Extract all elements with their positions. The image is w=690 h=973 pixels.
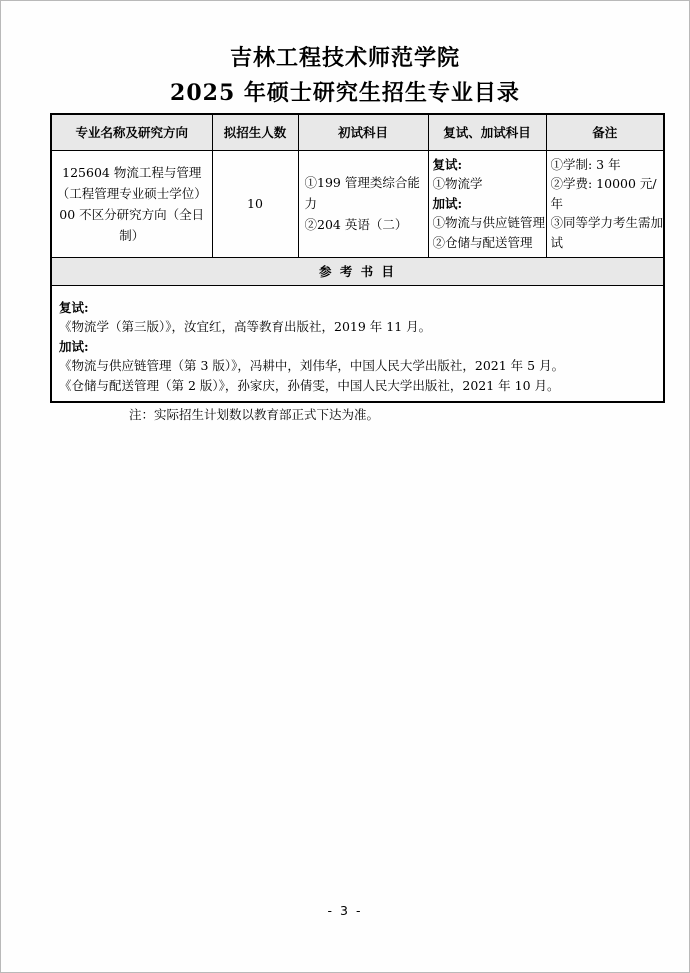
- additional-test-item: ①物流与供应链管理: [432, 215, 546, 231]
- remark-item: ①学制: 3 年: [550, 156, 621, 172]
- major-degree-type: （工程管理专业硕士学位）: [56, 185, 207, 201]
- reference-books-row: [51, 285, 664, 402]
- major-code-name: 125604 物流工程与管理: [62, 164, 202, 180]
- retest-label: 复试:: [432, 156, 463, 172]
- reference-header-cell: 参 考 书 目: [51, 257, 664, 285]
- initial-exam-item: ②204 英语（二）: [304, 217, 408, 232]
- initial-exam-item: ①199 管理类综合能力: [304, 175, 420, 211]
- column-header-remarks: 备注: [546, 114, 664, 150]
- remark-item: ②学费: 10000 元/年: [550, 176, 657, 211]
- reference-additional-label: 加试:: [59, 338, 89, 354]
- page-number: - 3 -: [327, 903, 363, 918]
- column-header-enrollment: 拟招生人数: [212, 114, 298, 150]
- admissions-table: [50, 113, 665, 403]
- page-subtitle: 2025 年硕士研究生招生专业目录: [170, 80, 520, 106]
- column-header-retest: 复试、加试科目: [428, 114, 546, 150]
- document-header: [1, 1, 689, 106]
- additional-test-label: 加试:: [432, 195, 463, 211]
- major-direction: 00 不区分研究方向（全日制）: [59, 206, 205, 243]
- retest-item: ①物流学: [432, 176, 483, 192]
- reference-book: 《物流与供应链管理（第 3 版）》，冯耕中，刘伟华，中国人民大学出版社，2021 年 5 月。: [59, 358, 565, 373]
- column-header-major: 专业名称及研究方向: [51, 114, 212, 150]
- reference-book: 《仓储与配送管理（第 2 版）》，孙家庆，孙倩雯，中国人民大学出版社，2021 年 10 月。: [59, 377, 560, 393]
- additional-test-item: ②仓储与配送管理: [432, 234, 533, 250]
- enrollment-cell: 10: [212, 150, 298, 257]
- major-name-cell: [51, 150, 212, 257]
- reference-header-row: [51, 257, 664, 285]
- remark-item: ③同等学力考生需加试: [550, 215, 664, 250]
- column-header-initial-exams: 初试科目: [298, 114, 428, 150]
- reference-book: 《物流学（第三版）》，汝宜红，高等教育出版社，2019 年 11 月。: [59, 319, 432, 334]
- remarks-cell: [546, 150, 664, 257]
- page-title: 吉林工程技术师范学院: [229, 45, 460, 71]
- table-header-row: [51, 114, 664, 150]
- note-text: 注：实际招生计划数以教育部正式下达为准。: [129, 407, 380, 422]
- table-row: [51, 150, 664, 257]
- reference-books-cell: [51, 285, 664, 402]
- initial-exams-cell: [298, 150, 428, 257]
- retest-subjects-cell: [428, 150, 546, 257]
- reference-retest-label: 复试:: [59, 299, 89, 315]
